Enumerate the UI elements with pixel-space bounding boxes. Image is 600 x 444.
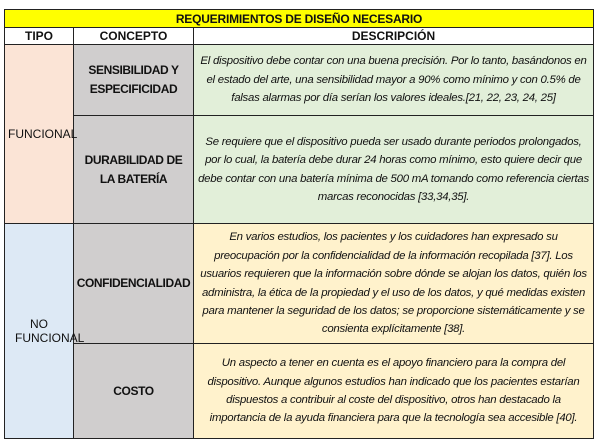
concepto-cell: DURABILIDAD DE LA BATERÍA (74, 116, 194, 224)
requirements-table (4, 9, 594, 439)
descripcion-cell: Un aspecto a tener en cuenta es el apoyo financiero para la compra del dispositivo. Aunque algunos estudios han indicado que los pacientes estarían dispuestos a contribuir al coste del dispositivo, otros han destacado la importancia de la ayuda financiera para que la tecnología sea accesible [40]. (194, 344, 594, 439)
concepto-cell: CONFIDENCIALIDAD (74, 224, 194, 344)
concepto-cell: SENSIBILIDAD Y ESPECIFICIDAD (74, 45, 194, 116)
table-title: REQUERIMIENTOS DE DISEÑO NECESARIO (5, 10, 594, 28)
tipo-funcional: FUNCIONAL (5, 45, 74, 224)
table-row (5, 344, 594, 439)
header-concepto: CONCEPTO (74, 28, 194, 45)
header-descripcion: DESCRIPCIÓN (194, 28, 594, 45)
descripcion-cell: Se requiere que el dispositivo pueda ser usado durante periodos prolongados, por lo cual, la batería debe durar 24 horas como mínimo, esto quiere decir que debe contar con una batería mínima de 500 mA tomando como referencia ciertas marcas reconocidas [33,34,35]. (194, 116, 594, 224)
table-row (5, 116, 594, 224)
tipo-no-funcional: NO FUNCIONAL (5, 224, 74, 439)
descripcion-cell: En varios estudios, los pacientes y los cuidadores han expresado su preocupación por la confidencialidad de la información recopilada [37]. Los usuarios requieren que la información sobre dónde se alojan los datos, quién los administra, la ética de la propiedad y el uso de los datos, y qué medidas existen para mantener la seguridad de los datos; se proporcione sistemáticamente y se consienta explícitamente [38]. (194, 224, 594, 344)
concepto-cell: COSTO (74, 344, 194, 439)
table-row (5, 45, 594, 116)
descripcion-cell: El dispositivo debe contar con una buena precisión. Por lo tanto, basándonos en el estado del arte, una sensibilidad mayor a 90% como mínimo y con 0.5% de falsas alarmas por día serían los valores ideales.[21, 22, 23, 24, 25] (194, 45, 594, 116)
header-tipo: TIPO (5, 28, 74, 45)
table-row (5, 224, 594, 344)
